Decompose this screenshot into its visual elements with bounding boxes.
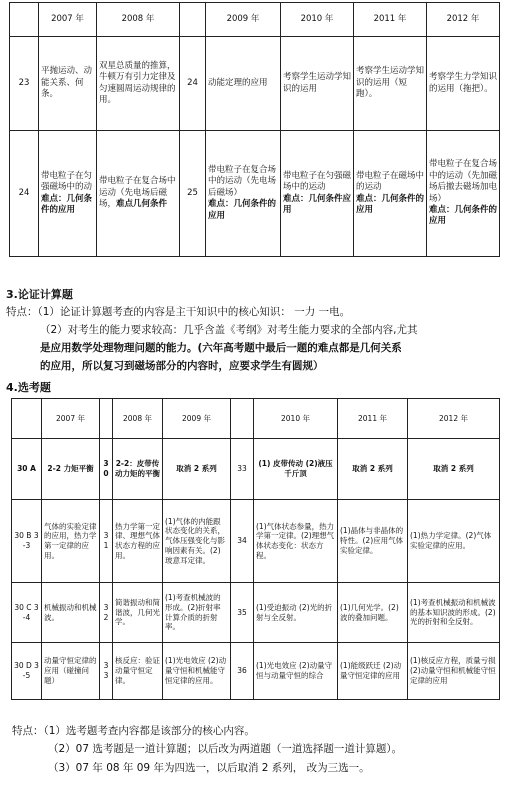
cell-text: 带电粒子在复合场中的运动（先加磁场后撤去磁场加电场） bbox=[429, 159, 498, 204]
cell-2008: 双星总质量的推算，牛顿万有引力定律及匀速圆周运动规律的用。 bbox=[97, 37, 180, 131]
question-number: 24 bbox=[10, 131, 39, 257]
cell-2012: (1)考查机械振动和机械波的基本知识波的形成。(2)光的折射和全反射。 bbox=[408, 583, 500, 643]
section3-line1: 特点：（1）论证计算题考查的内容是主干知识中的核心知识： 一力 一电。 bbox=[6, 306, 351, 318]
difficulty-note: 难点几何条件 bbox=[116, 199, 168, 210]
cell-2011: (1)几何光学。(2)波的叠加问题。 bbox=[338, 583, 408, 643]
header-2010: 2010 年 bbox=[281, 3, 354, 37]
cell-text: 带电粒子在匀强磁场中的运动 bbox=[283, 170, 352, 193]
header-2012: 2012 年 bbox=[408, 399, 500, 439]
header-blank-2 bbox=[100, 399, 113, 439]
header-blank bbox=[10, 3, 39, 37]
cell-2008 bbox=[97, 131, 180, 257]
cell-2010: (1)受迫振动 (2)光的折射与全反射。 bbox=[254, 583, 338, 643]
difficulty-note: 难点：几何条件的应用 bbox=[208, 199, 277, 221]
header-2011: 2011 年 bbox=[338, 399, 408, 439]
header-blank-3 bbox=[231, 399, 254, 439]
row-label: 30 C 3-4 bbox=[12, 583, 42, 643]
cell-2011: 考察学生运动学知识的运用（短跑）。 bbox=[354, 37, 427, 131]
cell-2010: (1)气体状态参量，热力学第一定律。(2)理想气体状态变化：状态方程。 bbox=[254, 500, 338, 583]
cell-2008: 2-2：皮带传动力矩的平衡 bbox=[113, 439, 163, 500]
row-label: 30 D 3-5 bbox=[12, 643, 42, 700]
cell-2009: 动能定理的应用 bbox=[206, 37, 281, 131]
cell-2011: (1)能级跃迁 (2)动量守恒定律的应用 bbox=[338, 643, 408, 700]
question-number: 36 bbox=[231, 643, 254, 700]
cell-2011: (1)晶体与非晶体的特性。(2)应用气体实验定律。 bbox=[338, 500, 408, 583]
section3-line2: （2）对考生的能力要求较高：几乎含盖《考纲》对考生能力要求的全部内容,尤其 bbox=[40, 324, 418, 336]
question-number: 3 1 bbox=[100, 500, 113, 583]
cell-text: 带电粒子在复合场中运动（先电场后磁场， bbox=[99, 176, 176, 210]
cell-2009: (1)考查机械波的形成。(2)折射率计算介质的折射率。 bbox=[163, 583, 231, 643]
cell-text: 带电粒子在复合场中的运动（先电场后磁场） bbox=[208, 164, 277, 198]
cell-2012: (1)核反应方程，质量亏损 (2)动量守恒和机械能守恒定律的应用 bbox=[408, 643, 500, 700]
cell-2012: (1)热力学定律。(2)气体实验定律的应用。 bbox=[408, 500, 500, 583]
question-number: 25 bbox=[180, 131, 206, 257]
header-2009: 2009 年 bbox=[206, 3, 281, 37]
cell-2011 bbox=[354, 131, 427, 257]
header-2007: 2007 年 bbox=[39, 3, 97, 37]
cell-2010 bbox=[281, 131, 354, 257]
section3-line3: 是应用数学处理物理问题的能力。(六年高考题中最后一题的难点都是几何关系 bbox=[40, 342, 402, 354]
header-2009: 2009 年 bbox=[163, 399, 231, 439]
question-number: 33 bbox=[231, 439, 254, 500]
cell-2007: 机械振动和机械波。 bbox=[42, 583, 100, 643]
notes-line1: 特点：（1）选考题考查内容都是该部分的核心内容。 bbox=[12, 725, 255, 737]
cell-2010: (1) 皮带传动 (2)液压千斤顶 bbox=[254, 439, 338, 500]
cell-2009: 取消 2 系列 bbox=[163, 439, 231, 500]
cell-2007: 动量守恒定律的应用（碰撞问题） bbox=[42, 643, 100, 700]
cell-2009 bbox=[206, 131, 281, 257]
row-label: 30 B 3-3 bbox=[12, 500, 42, 583]
cell-2010: 考察学生运动学知识的运用 bbox=[281, 37, 354, 131]
notes-line3: （3）07 年 08 年 09 年为四选一，以后取消 2 系列， 改为三选一。 bbox=[48, 762, 370, 774]
row-label: 30 A bbox=[12, 439, 42, 500]
cell-2008: 热力学第一定律、理想气体状态方程的应用。 bbox=[113, 500, 163, 583]
question-number: 3 2 bbox=[100, 583, 113, 643]
cell-2007: 平抛运动、动能关系、何条。 bbox=[39, 37, 97, 131]
question-number: 23 bbox=[10, 37, 39, 131]
cell-2012: 考察学生力学知识的运用（拖把）。 bbox=[427, 37, 500, 131]
header-2011: 2011 年 bbox=[354, 3, 427, 37]
question-number: 34 bbox=[231, 500, 254, 583]
cell-text: 带电粒子在匀强磁场中的动 bbox=[41, 170, 93, 193]
header-2012: 2012 年 bbox=[427, 3, 500, 37]
difficulty-note: 难点：几何条件的应用 bbox=[356, 193, 425, 215]
cell-2008: 核反应：验证动量守恒定律。 bbox=[113, 643, 163, 700]
header-2010: 2010 年 bbox=[254, 399, 338, 439]
header-2008: 2008 年 bbox=[113, 399, 163, 439]
cell-2008: 简谐振动和简谐波，几何光学。 bbox=[113, 583, 163, 643]
header-2008: 2008 年 bbox=[97, 3, 180, 37]
cell-text: 带电粒子在磁场中的运动 bbox=[356, 170, 425, 193]
header-blank-2 bbox=[180, 3, 206, 37]
exam-table-elective bbox=[11, 398, 500, 700]
difficulty-note: 难点：几何条件的应用 bbox=[41, 193, 93, 215]
question-number: 24 bbox=[180, 37, 206, 131]
cell-2007: 气体的实验定律的应用，热力学第一定律的应用。 bbox=[42, 500, 100, 583]
cell-2007 bbox=[39, 131, 97, 257]
cell-2010: (1)光电效应 (2)动量守恒与动量守恒的综合 bbox=[254, 643, 338, 700]
cell-2007: 2-2 力矩平衡 bbox=[42, 439, 100, 500]
exam-table-calculation bbox=[9, 2, 500, 257]
cell-2009: (1)光电效应 (2)动量守恒和机械能守恒定律的应用。 bbox=[163, 643, 231, 700]
section4-heading: 4.选考题 bbox=[6, 381, 51, 394]
header-2007: 2007 年 bbox=[42, 399, 100, 439]
cell-2009: (1)气体的内能跟状态变化的关系，气体压强变化与影响因素有关。(2)玻意耳定律。 bbox=[163, 500, 231, 583]
cell-2012: 取消 2 系列 bbox=[408, 439, 500, 500]
notes-line2: （2）07 选考题是一道计算题；以后改为两道题（一道选择题一道计算题）。 bbox=[48, 743, 403, 755]
question-number: 35 bbox=[231, 583, 254, 643]
difficulty-note: 难点：几何条件的应用 bbox=[429, 204, 498, 227]
question-number: 3 0 bbox=[100, 439, 113, 500]
section3-heading: 3.论证计算题 bbox=[6, 288, 73, 301]
question-number: 3 3 bbox=[100, 643, 113, 700]
header-blank bbox=[12, 399, 42, 439]
difficulty-note: 难点：几何条件应用 bbox=[283, 193, 352, 215]
section3-line4: 的应用，所以复习到磁场部分的内容时，应要求学生有圆规） bbox=[40, 360, 324, 372]
cell-2012 bbox=[427, 131, 500, 257]
cell-2011: 取消 2 系列 bbox=[338, 439, 408, 500]
